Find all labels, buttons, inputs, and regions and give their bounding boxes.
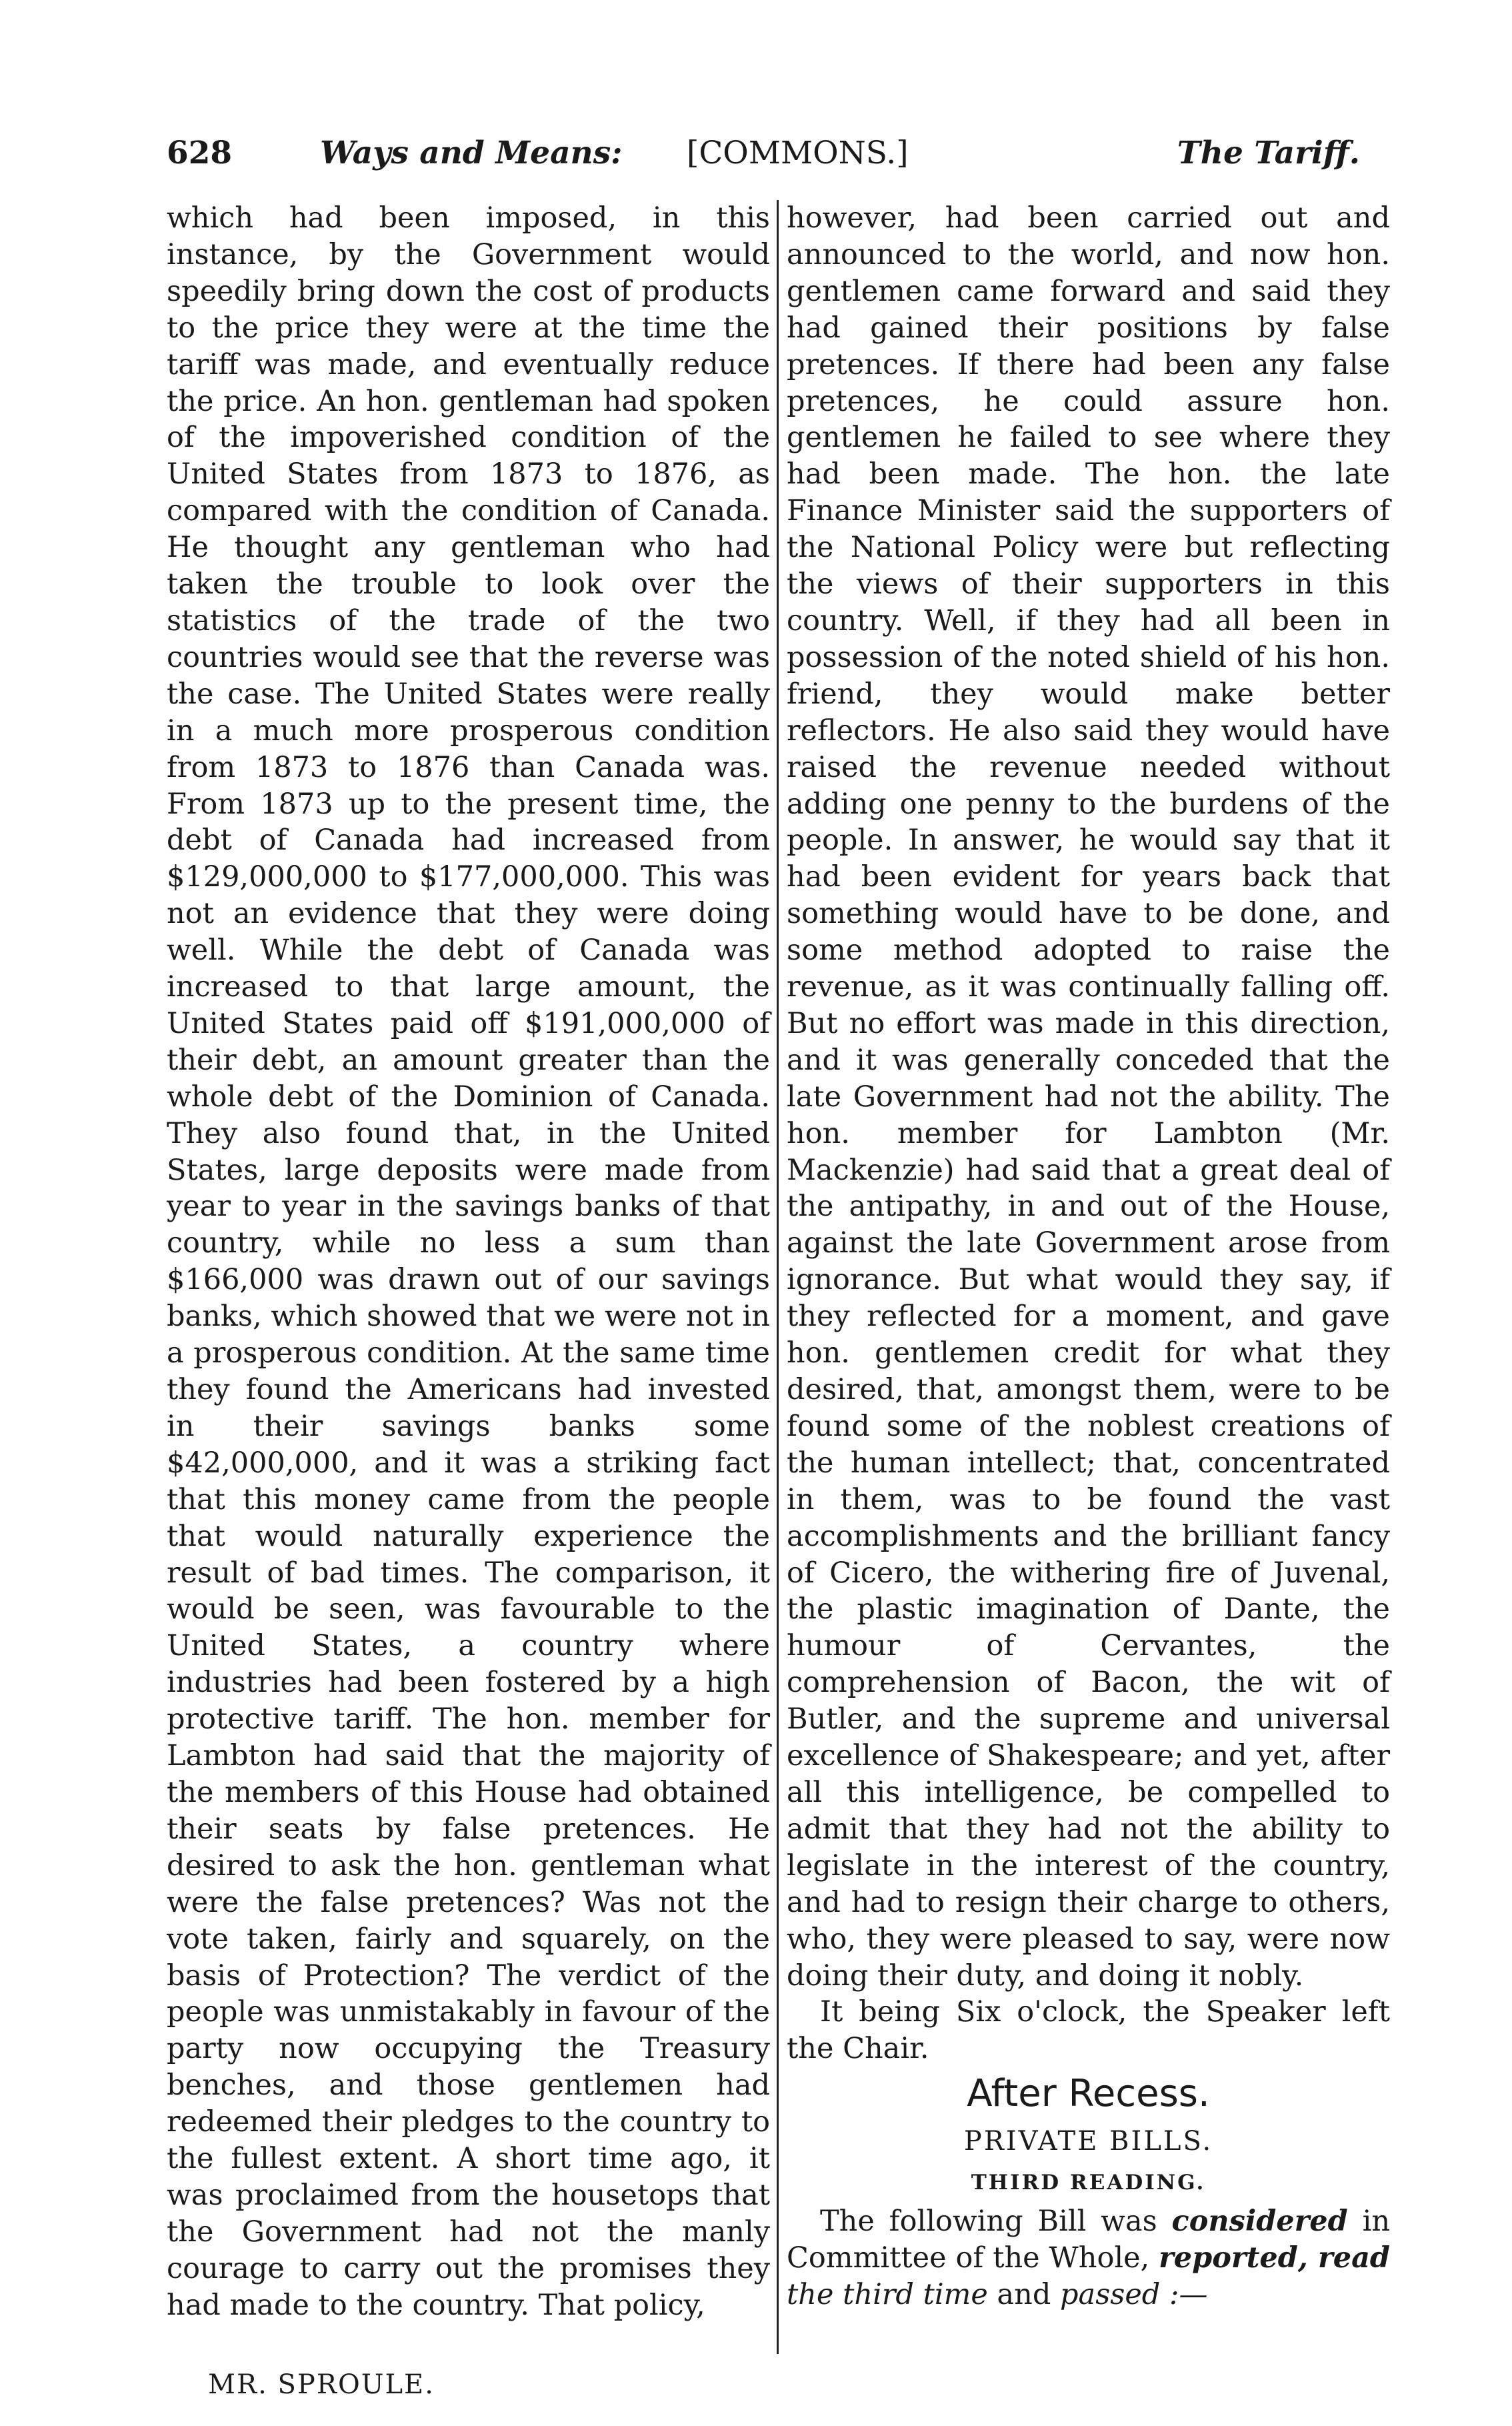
bill-intro-2: in Committee of the Whole, — [787, 2205, 1391, 2275]
after-recess-heading: After Recess. — [967, 2072, 1210, 2116]
bill-considered: considered — [1171, 2205, 1348, 2239]
bill-third-time: the third time — [787, 2278, 988, 2312]
house-title: [COMMONS.] — [687, 135, 909, 171]
six-oclock-note: It being Six o'clock, the Speaker left the Chair. — [787, 1995, 1390, 2066]
column-divider — [777, 200, 779, 2354]
left-column — [167, 200, 770, 2324]
bill-reported: reported, read — [1159, 2241, 1391, 2275]
bill-and: and — [997, 2278, 1051, 2312]
bill-intro-1: The following Bill was — [820, 2205, 1157, 2239]
page-header — [167, 130, 1360, 177]
left-column-text: which had been imposed, in this instance, by the Government would speedily bring down the cost of products to the price they were at the time the tariff was made, and eventually reduce the price. An hon. gentleman had spoken of the impoverished condition of the United States from 1873 to 1876, as compared with the condition of Canada. He thought any gentleman who had taken the trouble to look over the statistics of the trade of the two countries would see that the reverse was the case. The United States were really in a much more prosperous condition from 1873 to 1876 than Canada was. From 1873 up to the present time, the debt of Canada had increased from $129,000,000 to $177,000,000. This was not an evidence that they were doing well. While the debt of Canada was increased to that large amount, the United States paid off $191,000,000 of their debt, an amount greater than the whole debt of the Dominion of Canada. They also found that, in the United States, large deposits were made from year to year in the savings banks of that country, while no less a sum than $166,000 was drawn out of our savings banks, which showed that we were not in a prosperous condition. At the same time they found the Americans had invested in their savings banks some $42,000,000, and it was a striking fact that this money came from the people that would naturally experience the result of bad times. The comparison, it would be seen, was favourable to the United States, a country where industries had been fostered by a high protective tariff. The hon. member for Lambton had said that the majority of the members of this House had obtained their seats by false pretences. He desired to ask the hon. gentleman what were the false pretences? Was not the vote taken, fairly and squarely, on the basis of Protection? The verdict of the people was unmistakably in favour of the party now occupying the Treasury benches, and those gentlemen had redeemed their pledges to the country to the fullest extent. A short time ago, it was proclaimed from the housetops that the Government had not the manly courage to carry out the promises they had made to the country. That policy, — [167, 201, 770, 2322]
bill-intro — [787, 2203, 1390, 2313]
topic-title: The Tariff. — [1177, 135, 1360, 171]
right-column — [787, 200, 1390, 2313]
third-reading-heading: THIRD READING. — [971, 2171, 1206, 2195]
private-bills-heading: PRIVATE BILLS. — [963, 2126, 1213, 2157]
right-column-text: however, had been carried out and announced to the world, and now hon. gentlemen came forward and said they had gained their positions by false pretences. If there had been any false pretences, he could assure hon. gentlemen he failed to see where they had been made. The hon. the late Finance Minister said the supporters of the National Policy were but reflecting the views of their supporters in this country. Well, if they had all been in possession of the noted shield of his hon. friend, they would make better reflectors. He also said they would have raised the revenue needed without adding one penny to the burdens of the people. In answer, he would say that it had been evident for years back that something would have to be done, and some method adopted to raise the revenue, as it was continually falling off. But no effort was made in this direction, and it was generally conceded that the late Government had not the ability. The hon. member for Lambton (Mr. Mackenzie) had said that a great deal of the antipathy, in and out of the House, against the late Government arose from ignorance. But what would they say, if they reflected for a moment, and gave hon. gentlemen credit for what they desired, that, amongst them, were to be found some of the noblest creations of the human intellect; that, concentrated in them, was to be found the vast accomplishments and the brilliant fancy of Cicero, the withering fire of Juvenal, the plastic imagination of Dante, the humour of Cervantes, the comprehension of Bacon, the wit of Butler, and the supreme and universal excellence of Shakespeare; and yet, after all this intelligence, be compelled to admit that they had not the ability to legislate in the interest of the country, and had to resign their charge to others, who, they were pleased to say, were now doing their duty, and doing it nobly. — [787, 201, 1390, 1993]
bill-passed: passed :— — [1060, 2278, 1208, 2312]
section-title: Ways and Means: — [320, 135, 623, 171]
page-number: 628 — [167, 135, 233, 171]
speaker-signature: MR. SPROULE. — [208, 2369, 435, 2400]
